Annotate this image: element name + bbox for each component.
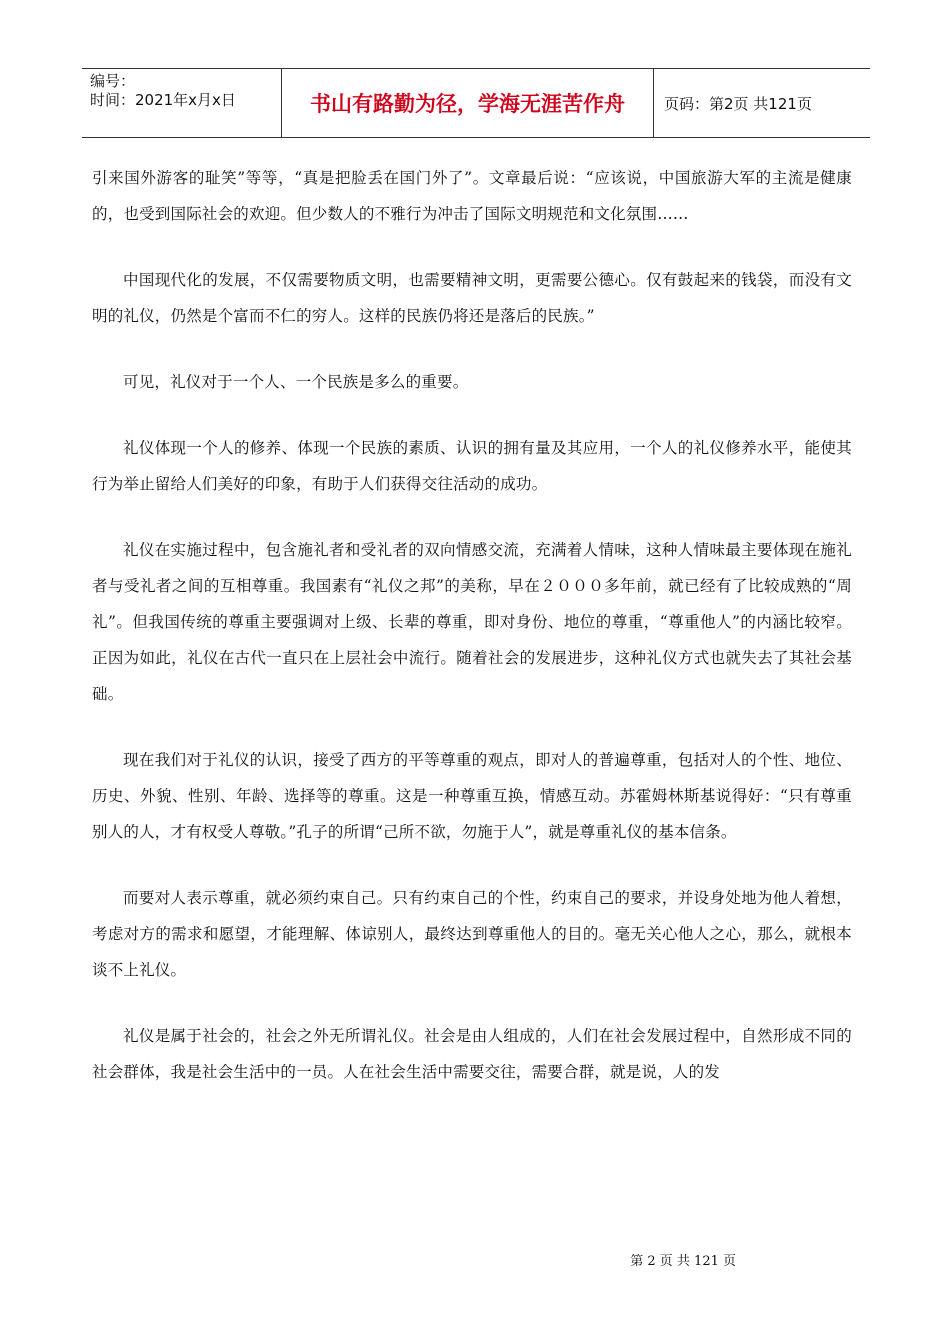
time-label: 时间：2021年x月x日 xyxy=(90,91,236,109)
document-body xyxy=(92,160,852,1120)
paragraph: 引来国外游客的耻笑”等等，“真是把脸丢在国门外了”。文章最后说：“应该说，中国旅游大军的主流是健康的，也受到国际社会的欢迎。但少数人的不雅行为冲击了国际文明规范和文化氛围…… xyxy=(92,169,852,223)
paragraph: 礼仪是属于社会的，社会之外无所谓礼仪。社会是由人组成的，人们在社会发展过程中，自然形成不同的社会群体，我是社会生活中的一员。人在社会生活中需要交往，需要合群，就是说，人的发 xyxy=(92,1027,852,1081)
page-footer: 第 2 页 共 121 页 xyxy=(630,1254,736,1269)
header-page-number: 页码：第2页 共121页 xyxy=(664,94,812,113)
paragraph: 礼仪在实施过程中，包含施礼者和受礼者的双向情感交流，充满着人情味，这种人情味最主要体现在施礼者与受礼者之间的互相尊重。我国素有“礼仪之邦”的美称，早在２０００多年前，就已经有了比较成熟的“周礼”。但我国传统的尊重主要强调对上级、长辈的尊重，即对身份、地位的尊重，“尊重他人”的内涵比较窄。正因为如此，礼仪在古代一直只在上层社会中流行。随着社会的发展进步，这种礼仪方式也就失去了其社会基础。 xyxy=(92,541,852,703)
paragraph: 可见，礼仪对于一个人、一个民族是多么的重要。 xyxy=(123,373,469,391)
code-label: 编号： xyxy=(90,72,136,90)
header-meta xyxy=(82,69,282,137)
paragraph: 而要对人表示尊重，就必须约束自己。只有约束自己的个性，约束自己的要求，并设身处地为他人着想，考虑对方的需求和愿望，才能理解、体谅别人，最终达到尊重他人的目的。毫无关心他人之心，那么，就根本谈不上礼仪。 xyxy=(92,889,852,979)
page-header xyxy=(82,68,870,138)
paragraph: 现在我们对于礼仪的认识，接受了西方的平等尊重的观点，即对人的普遍尊重，包括对人的个性、地位、历史、外貌、性别、年龄、选择等的尊重。这是一种尊重互换，情感互动。苏霍姆林斯基说得好：“只有尊重别人的人，才有权受人尊敬。”孔子的所谓“己所不欲，勿施于人”，就是尊重礼仪的基本信条。 xyxy=(92,751,852,841)
paragraph: 礼仪体现一个人的修养、体现一个民族的素质、认识的拥有量及其应用，一个人的礼仪修养水平，能使其行为举止留给人们美好的印象，有助于人们获得交往活动的成功。 xyxy=(92,439,852,493)
paragraph: 中国现代化的发展，不仅需要物质文明，也需要精神文明，更需要公德心。仅有鼓起来的钱袋，而没有文明的礼仪，仍然是个富而不仁的穷人。这样的民族仍将还是落后的民族。” xyxy=(92,271,852,325)
header-motto: 书山有路勤为径，学海无涯苦作舟 xyxy=(282,69,654,137)
